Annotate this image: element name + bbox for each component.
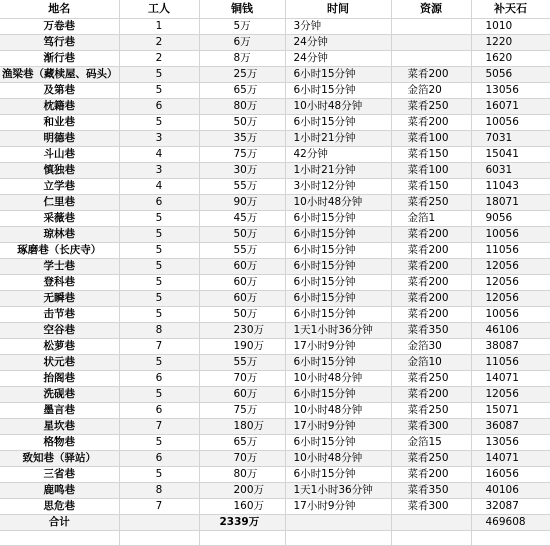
cell-name[interactable]: 墨言巷 [0, 402, 119, 418]
cell-stone[interactable]: 32087 [471, 498, 550, 514]
cell-money[interactable]: 65万 [199, 434, 285, 450]
cell-name[interactable]: 致知巷（驿站） [0, 450, 119, 466]
cell-stone[interactable]: 12056 [471, 258, 550, 274]
cell-stone[interactable]: 10056 [471, 306, 550, 322]
cell-workers[interactable]: 1 [119, 18, 199, 34]
cell-workers[interactable]: 8 [119, 482, 199, 498]
header-stone[interactable]: 补天石 [471, 0, 550, 18]
cell-stone[interactable]: 13056 [471, 434, 550, 450]
table-row [0, 130, 550, 146]
cell-time[interactable]: 6小时15分钟 [285, 466, 391, 482]
cell-stone[interactable]: 12056 [471, 386, 550, 402]
cell-money[interactable]: 35万 [199, 130, 285, 146]
cell-name[interactable]: 立学巷 [0, 178, 119, 194]
table-row [0, 482, 550, 498]
cell-money[interactable]: 50万 [199, 114, 285, 130]
cell-name[interactable]: 抬阁巷 [0, 370, 119, 386]
cell-workers[interactable]: 5 [119, 82, 199, 98]
cell-money[interactable]: 45万 [199, 210, 285, 226]
cell-workers[interactable]: 5 [119, 434, 199, 450]
empty-cell[interactable] [199, 530, 285, 545]
cell-money[interactable]: 60万 [199, 274, 285, 290]
cell-stone[interactable]: 40106 [471, 482, 550, 498]
cell-resource[interactable]: 菜肴200 [391, 114, 471, 130]
cell-time[interactable]: 10小时48分钟 [285, 402, 391, 418]
cell-stone[interactable]: 15041 [471, 146, 550, 162]
table-row [0, 322, 550, 338]
table-row [0, 434, 550, 450]
cell-money[interactable]: 60万 [199, 258, 285, 274]
cell-name[interactable]: 渔梁巷（藏椟屋、码头） [0, 66, 119, 82]
cell-name[interactable]: 枕籍巷 [0, 98, 119, 114]
header-resource[interactable]: 资源 [391, 0, 471, 18]
cell-money[interactable]: 6万 [199, 34, 285, 50]
empty-row [0, 530, 550, 545]
table-row [0, 466, 550, 482]
cell-name[interactable]: 慎独巷 [0, 162, 119, 178]
cell-resource[interactable]: 菜肴200 [391, 242, 471, 258]
table-row [0, 226, 550, 242]
cell-stone[interactable]: 12056 [471, 290, 550, 306]
cell-money[interactable]: 190万 [199, 338, 285, 354]
cell-time[interactable]: 6小时15分钟 [285, 386, 391, 402]
cell-workers[interactable]: 7 [119, 338, 199, 354]
cell-time[interactable]: 6小时15分钟 [285, 82, 391, 98]
cell-resource[interactable]: 菜肴200 [391, 386, 471, 402]
table-row [0, 386, 550, 402]
cell-stone[interactable]: 11043 [471, 178, 550, 194]
table-row [0, 18, 550, 34]
cell-name[interactable]: 星坎巷 [0, 418, 119, 434]
cell-resource[interactable]: 金箔20 [391, 82, 471, 98]
cell-money[interactable]: 90万 [199, 194, 285, 210]
cell-time[interactable]: 6小时15分钟 [285, 354, 391, 370]
cell-time[interactable]: 3小时12分钟 [285, 178, 391, 194]
cell-stone[interactable]: 10056 [471, 226, 550, 242]
cell-stone[interactable]: 10056 [471, 114, 550, 130]
cell-time[interactable]: 3分钟 [285, 18, 391, 34]
cell-workers[interactable]: 6 [119, 98, 199, 114]
cell-stone[interactable]: 14071 [471, 450, 550, 466]
cell-stone[interactable]: 11056 [471, 354, 550, 370]
cell-time[interactable]: 24分钟 [285, 50, 391, 66]
cell-money[interactable]: 80万 [199, 466, 285, 482]
cell-resource[interactable]: 菜肴200 [391, 258, 471, 274]
table-row [0, 354, 550, 370]
total-row [0, 514, 550, 530]
table-row [0, 194, 550, 210]
table-row [0, 338, 550, 354]
cell-resource[interactable]: 菜肴350 [391, 482, 471, 498]
cell-time[interactable]: 6小时15分钟 [285, 114, 391, 130]
cell-time[interactable]: 17小时9分钟 [285, 338, 391, 354]
cell-workers[interactable]: 5 [119, 290, 199, 306]
cell-name[interactable]: 鹿鸣巷 [0, 482, 119, 498]
cell-time[interactable]: 6小时15分钟 [285, 242, 391, 258]
cell-time[interactable]: 10小时48分钟 [285, 98, 391, 114]
cell-time[interactable]: 6小时15分钟 [285, 274, 391, 290]
cell-time[interactable]: 10小时48分钟 [285, 450, 391, 466]
cell-time[interactable]: 1天1小时36分钟 [285, 482, 391, 498]
table-row [0, 98, 550, 114]
cell-money[interactable]: 50万 [199, 226, 285, 242]
cell-time[interactable]: 17小时9分钟 [285, 418, 391, 434]
cell-workers[interactable]: 7 [119, 418, 199, 434]
cell-name[interactable]: 思危巷 [0, 498, 119, 514]
header-name[interactable]: 地名 [0, 0, 119, 18]
header-money[interactable]: 铜钱 [199, 0, 285, 18]
cell-resource[interactable]: 菜肴250 [391, 402, 471, 418]
cell-name[interactable]: 格物巷 [0, 434, 119, 450]
cell-name[interactable]: 登科巷 [0, 274, 119, 290]
cell-workers[interactable]: 6 [119, 450, 199, 466]
cell-name[interactable]: 斗山巷 [0, 146, 119, 162]
cell-stone[interactable]: 1010 [471, 18, 550, 34]
cell-money[interactable]: 200万 [199, 482, 285, 498]
table-row [0, 370, 550, 386]
cell-money[interactable]: 30万 [199, 162, 285, 178]
cell-resource[interactable] [391, 50, 471, 66]
empty-cell[interactable] [471, 530, 550, 545]
cell-money[interactable]: 230万 [199, 322, 285, 338]
cell-resource[interactable]: 菜肴350 [391, 322, 471, 338]
cell-time[interactable]: 1小时21分钟 [285, 162, 391, 178]
cell-workers[interactable]: 2 [119, 50, 199, 66]
cell-time[interactable]: 10小时48分钟 [285, 194, 391, 210]
cell-resource[interactable]: 菜肴200 [391, 226, 471, 242]
header-row [0, 0, 550, 18]
cell-time[interactable]: 6小时15分钟 [285, 290, 391, 306]
cell-resource[interactable]: 菜肴200 [391, 66, 471, 82]
cell-stone[interactable]: 16071 [471, 98, 550, 114]
cell-resource[interactable]: 金箔30 [391, 338, 471, 354]
cell-money[interactable]: 180万 [199, 418, 285, 434]
cell-name[interactable]: 击节巷 [0, 306, 119, 322]
cell-workers[interactable]: 5 [119, 306, 199, 322]
cell-resource[interactable]: 菜肴100 [391, 162, 471, 178]
empty-cell[interactable] [0, 530, 119, 545]
cell-workers[interactable]: 5 [119, 274, 199, 290]
header-time[interactable]: 时间 [285, 0, 391, 18]
cell-money[interactable]: 55万 [199, 178, 285, 194]
cell-resource[interactable]: 菜肴250 [391, 194, 471, 210]
cell-money[interactable]: 65万 [199, 82, 285, 98]
cell-time[interactable]: 6小时15分钟 [285, 306, 391, 322]
total-money[interactable]: 2339万 [199, 514, 285, 530]
cell-workers[interactable]: 5 [119, 66, 199, 82]
table-row [0, 114, 550, 130]
table-row [0, 258, 550, 274]
cell-stone[interactable]: 9056 [471, 210, 550, 226]
cell-name[interactable]: 状元巷 [0, 354, 119, 370]
cell-time[interactable]: 10小时48分钟 [285, 370, 391, 386]
cell-stone[interactable]: 1220 [471, 34, 550, 50]
cell-workers[interactable]: 5 [119, 466, 199, 482]
empty-cell[interactable] [285, 530, 391, 545]
cell-resource[interactable]: 菜肴100 [391, 130, 471, 146]
cell-stone[interactable]: 46106 [471, 322, 550, 338]
cell-workers[interactable]: 3 [119, 162, 199, 178]
total-label[interactable]: 合计 [0, 514, 119, 530]
cell-name[interactable]: 琼林巷 [0, 226, 119, 242]
cell-stone[interactable]: 6031 [471, 162, 550, 178]
cell-workers[interactable]: 6 [119, 370, 199, 386]
cell-time[interactable]: 24分钟 [285, 34, 391, 50]
cell-stone[interactable]: 13056 [471, 82, 550, 98]
cell-time[interactable]: 1天1小时36分钟 [285, 322, 391, 338]
cell-stone[interactable]: 1620 [471, 50, 550, 66]
empty-cell[interactable] [119, 530, 199, 545]
cell-money[interactable]: 80万 [199, 98, 285, 114]
cell-workers[interactable]: 6 [119, 194, 199, 210]
table-row [0, 82, 550, 98]
cell-money[interactable]: 25万 [199, 66, 285, 82]
cell-stone[interactable]: 38087 [471, 338, 550, 354]
cell-resource[interactable] [391, 18, 471, 34]
table-header [0, 0, 550, 18]
cell-stone[interactable]: 14071 [471, 370, 550, 386]
cell-time[interactable]: 1小时21分钟 [285, 130, 391, 146]
total-resource-empty[interactable] [391, 514, 471, 530]
cell-workers[interactable]: 2 [119, 34, 199, 50]
cell-workers[interactable]: 5 [119, 386, 199, 402]
cell-resource[interactable] [391, 34, 471, 50]
table-row [0, 450, 550, 466]
cell-stone[interactable]: 12056 [471, 274, 550, 290]
cell-money[interactable]: 60万 [199, 290, 285, 306]
cell-name[interactable]: 松萝巷 [0, 338, 119, 354]
cell-money[interactable]: 5万 [199, 18, 285, 34]
cell-money[interactable]: 160万 [199, 498, 285, 514]
table-row [0, 34, 550, 50]
cell-workers[interactable]: 7 [119, 498, 199, 514]
cell-name[interactable]: 学士巷 [0, 258, 119, 274]
cell-money[interactable]: 55万 [199, 354, 285, 370]
cell-stone[interactable]: 36087 [471, 418, 550, 434]
cell-resource[interactable]: 金箔10 [391, 354, 471, 370]
cell-money[interactable]: 75万 [199, 402, 285, 418]
table-row [0, 274, 550, 290]
cell-money[interactable]: 50万 [199, 306, 285, 322]
cell-workers[interactable]: 5 [119, 226, 199, 242]
cell-stone[interactable]: 16056 [471, 466, 550, 482]
cell-name[interactable]: 洗砚巷 [0, 386, 119, 402]
cell-resource[interactable]: 金箔1 [391, 210, 471, 226]
cell-resource[interactable]: 菜肴200 [391, 274, 471, 290]
cell-name[interactable]: 琢磨巷（长庆寺） [0, 242, 119, 258]
cell-workers[interactable]: 5 [119, 242, 199, 258]
cell-workers[interactable]: 3 [119, 130, 199, 146]
table-row [0, 66, 550, 82]
cell-stone[interactable]: 18071 [471, 194, 550, 210]
cell-money[interactable]: 70万 [199, 370, 285, 386]
cell-money[interactable]: 70万 [199, 450, 285, 466]
cell-time[interactable]: 42分钟 [285, 146, 391, 162]
cell-resource[interactable]: 菜肴250 [391, 98, 471, 114]
cell-time[interactable]: 6小时15分钟 [285, 226, 391, 242]
cell-name[interactable]: 采薇巷 [0, 210, 119, 226]
cell-name[interactable]: 渐行巷 [0, 50, 119, 66]
cell-name[interactable]: 笃行巷 [0, 34, 119, 50]
total-time-empty[interactable] [285, 514, 391, 530]
table-row [0, 498, 550, 514]
cell-resource[interactable]: 菜肴150 [391, 146, 471, 162]
table-row [0, 178, 550, 194]
cell-time[interactable]: 17小时9分钟 [285, 498, 391, 514]
cell-resource[interactable]: 菜肴200 [391, 466, 471, 482]
cell-resource[interactable]: 菜肴200 [391, 306, 471, 322]
table-row [0, 242, 550, 258]
cell-resource[interactable]: 菜肴300 [391, 498, 471, 514]
header-workers[interactable]: 工人 [119, 0, 199, 18]
cell-resource[interactable]: 菜肴250 [391, 450, 471, 466]
cell-resource[interactable]: 菜肴300 [391, 418, 471, 434]
cell-money[interactable]: 75万 [199, 146, 285, 162]
cell-resource[interactable]: 菜肴150 [391, 178, 471, 194]
cell-workers[interactable]: 5 [119, 258, 199, 274]
cell-time[interactable]: 6小时15分钟 [285, 66, 391, 82]
table-row [0, 146, 550, 162]
cell-name[interactable]: 明德巷 [0, 130, 119, 146]
cell-stone[interactable]: 5056 [471, 66, 550, 82]
total-stone[interactable]: 469608 [471, 514, 550, 530]
table-body [0, 18, 550, 545]
total-workers-empty[interactable] [119, 514, 199, 530]
cell-name[interactable]: 仁里巷 [0, 194, 119, 210]
cell-stone[interactable]: 7031 [471, 130, 550, 146]
cell-stone[interactable]: 15071 [471, 402, 550, 418]
cell-money[interactable]: 8万 [199, 50, 285, 66]
cell-name[interactable]: 和业巷 [0, 114, 119, 130]
cell-resource[interactable]: 菜肴200 [391, 290, 471, 306]
table-row [0, 306, 550, 322]
table-row [0, 162, 550, 178]
cell-resource[interactable]: 金箔15 [391, 434, 471, 450]
cell-time[interactable]: 6小时15分钟 [285, 258, 391, 274]
cell-workers[interactable]: 5 [119, 354, 199, 370]
cell-time[interactable]: 6小时15分钟 [285, 434, 391, 450]
cell-money[interactable]: 55万 [199, 242, 285, 258]
table-row [0, 50, 550, 66]
cell-name[interactable]: 及第巷 [0, 82, 119, 98]
cell-time[interactable]: 6小时15分钟 [285, 210, 391, 226]
cell-name[interactable]: 三省巷 [0, 466, 119, 482]
table-row [0, 402, 550, 418]
cell-workers[interactable]: 8 [119, 322, 199, 338]
cell-name[interactable]: 空谷巷 [0, 322, 119, 338]
cell-resource[interactable]: 菜肴250 [391, 370, 471, 386]
cell-money[interactable]: 60万 [199, 386, 285, 402]
cell-workers[interactable]: 5 [119, 210, 199, 226]
cell-name[interactable]: 无瞬巷 [0, 290, 119, 306]
cell-workers[interactable]: 5 [119, 114, 199, 130]
table-row [0, 290, 550, 306]
cell-stone[interactable]: 11056 [471, 242, 550, 258]
empty-cell[interactable] [391, 530, 471, 545]
cell-workers[interactable]: 6 [119, 402, 199, 418]
table-row [0, 418, 550, 434]
cell-name[interactable]: 万卷巷 [0, 18, 119, 34]
cell-workers[interactable]: 4 [119, 178, 199, 194]
table-row [0, 210, 550, 226]
cell-workers[interactable]: 4 [119, 146, 199, 162]
